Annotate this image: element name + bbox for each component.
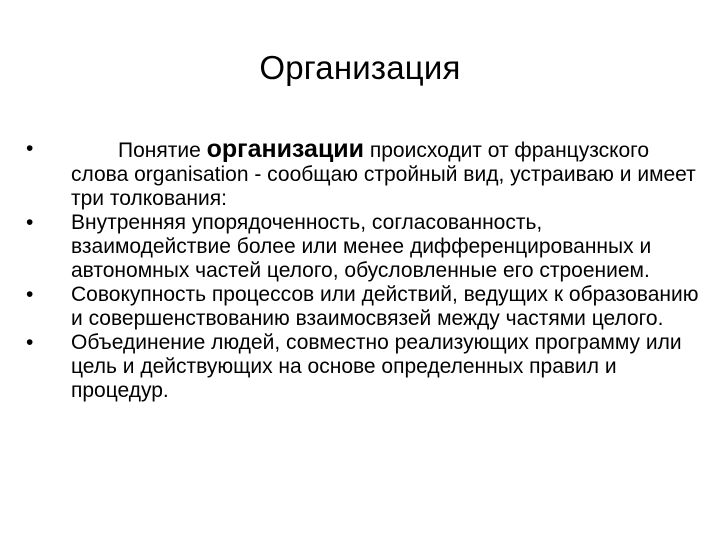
bullet-icon: • <box>26 211 34 234</box>
bullet-text: Совокупность процессов или действий, ведущих к образованию и совершенствованию взаимосвязей между частями целого. <box>71 283 699 330</box>
bullet-term: организации <box>206 135 365 163</box>
list-item <box>26 331 706 403</box>
bullet-text: Объединение людей, совместно реализующих программу или цель и действующих на основе определенных правил и процедур. <box>71 331 682 402</box>
list-item <box>26 211 706 283</box>
bullet-list <box>26 137 706 403</box>
list-item <box>26 137 706 211</box>
bullet-icon: • <box>26 283 34 306</box>
bullet-rest-text: происходит от французского слова organisation - сообщаю стройный вид, устраиваю и имеет три толкования: <box>71 139 696 210</box>
bullet-icon: • <box>26 331 34 354</box>
list-item <box>26 283 706 331</box>
bullet-icon: • <box>26 137 34 160</box>
bullet-text: Внутренняя упорядоченность, согласованность, взаимодействие более или менее дифференцированных и автономных частей целого, обусловленные его строением. <box>71 211 652 282</box>
slide-title: Организация <box>259 49 461 86</box>
bullet-lead-text: Понятие <box>118 139 207 162</box>
